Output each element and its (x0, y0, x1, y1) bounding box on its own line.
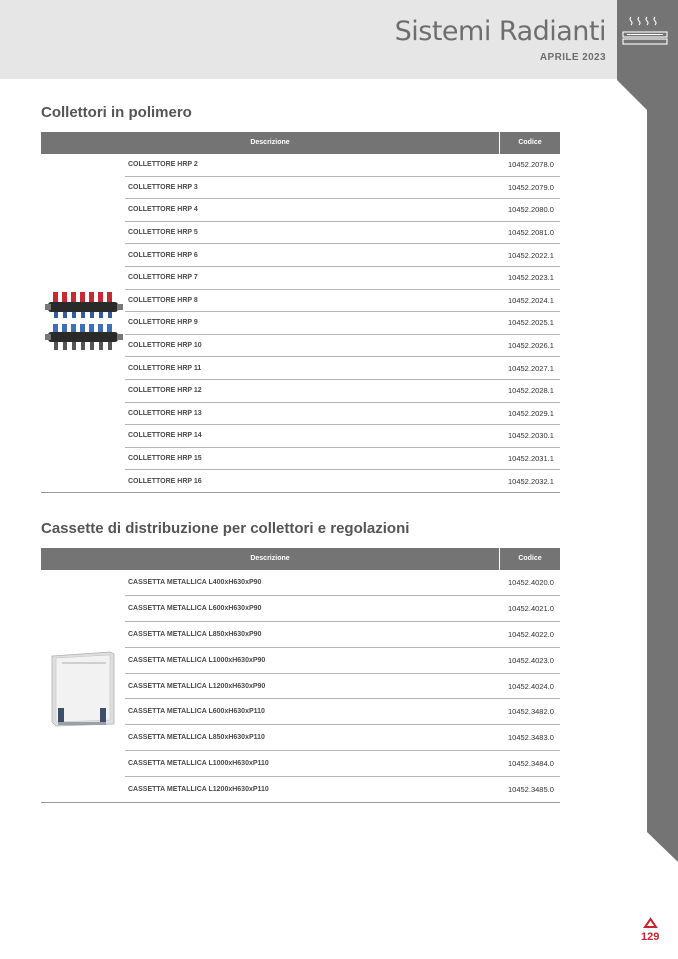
table-row (125, 199, 560, 222)
column-header-descrizione: Descrizione (250, 139, 290, 146)
row-description: COLLETTORE HRP 9 (128, 319, 198, 327)
row-description: CASSETTA METALLICA L850xH630xP90 (128, 630, 262, 638)
table-row (125, 177, 560, 200)
table-cassette (41, 548, 560, 803)
row-description: COLLETTORE HRP 14 (128, 432, 202, 440)
table-row (41, 470, 560, 493)
row-description: COLLETTORE HRP 5 (128, 229, 198, 237)
row-code: 10452.2024.1 (508, 295, 554, 305)
row-description: CASSETTA METALLICA L1000xH630xP90 (128, 656, 266, 664)
table-row (125, 244, 560, 267)
row-code: 10452.3483.0 (508, 733, 554, 743)
table-row (125, 596, 560, 622)
table-header (41, 548, 560, 570)
table-row (125, 154, 560, 177)
row-description: COLLETTORE HRP 6 (128, 251, 198, 259)
page-title: Sistemi Radianti (394, 16, 606, 47)
row-code: 10452.2031.1 (508, 454, 554, 464)
section-title-cassette: Cassette di distribuzione per collettori e regolazioni (41, 520, 410, 537)
page-date: APRILE 2023 (539, 52, 606, 63)
table-row (125, 674, 560, 700)
column-header-codice: Codice (518, 555, 542, 562)
row-description: COLLETTORE HRP 16 (128, 477, 202, 485)
row-description: CASSETTA METALLICA L1200xH630xP110 (128, 786, 269, 794)
table-row (125, 425, 560, 448)
row-code: 10452.2079.0 (508, 182, 554, 192)
row-code: 10452.4021.0 (508, 603, 554, 613)
metal-cabinet-image (48, 650, 116, 728)
table-row (41, 777, 560, 803)
row-code: 10452.2028.1 (508, 386, 554, 396)
table-row (125, 403, 560, 426)
column-header-descrizione: Descrizione (250, 555, 290, 562)
row-code: 10452.2032.1 (508, 476, 554, 486)
table-row (125, 570, 560, 596)
table-row (125, 267, 560, 290)
row-code: 10452.2025.1 (508, 318, 554, 328)
row-code: 10452.2030.1 (508, 431, 554, 441)
row-description: CASSETTA METALLICA L600xH630xP110 (128, 708, 265, 716)
row-code: 10452.2023.1 (508, 273, 554, 283)
table-row (125, 648, 560, 674)
brand-logo (640, 868, 664, 928)
svg-text:BIASI: BIASI (644, 879, 660, 918)
row-code: 10452.2022.1 (508, 250, 554, 260)
table-row (125, 725, 560, 751)
page-number: 129 (641, 931, 660, 943)
row-description: COLLETTORE HRP 3 (128, 183, 198, 191)
row-code: 10452.2027.1 (508, 363, 554, 373)
row-code: 10452.4020.0 (508, 577, 554, 587)
table-row (125, 312, 560, 335)
section-title-collettori: Collettori in polimero (41, 104, 192, 121)
row-code: 10452.2081.0 (508, 228, 554, 238)
table-row (125, 335, 560, 358)
radiant-floor-heating-icon (621, 14, 669, 48)
row-description: COLLETTORE HRP 15 (128, 455, 202, 463)
row-code: 10452.3484.0 (508, 759, 554, 769)
table-row (125, 380, 560, 403)
table-row (125, 357, 560, 380)
table-row (125, 290, 560, 313)
table-row (125, 751, 560, 777)
row-code: 10452.2029.1 (508, 408, 554, 418)
row-description: CASSETTA METALLICA L400xH630xP90 (128, 578, 262, 586)
row-description: COLLETTORE HRP 11 (128, 364, 202, 372)
row-description: COLLETTORE HRP 12 (128, 387, 202, 395)
table-row (125, 222, 560, 245)
row-description: COLLETTORE HRP 10 (128, 342, 202, 350)
table-header (41, 132, 560, 154)
row-description: COLLETTORE HRP 2 (128, 161, 198, 169)
polymer-manifold-image (45, 288, 123, 356)
row-code: 10452.3482.0 (508, 707, 554, 717)
row-code: 10452.2080.0 (508, 205, 554, 215)
table-row (125, 699, 560, 725)
row-description: CASSETTA METALLICA L1000xH630xP110 (128, 760, 269, 768)
row-code: 10452.4022.0 (508, 629, 554, 639)
column-header-codice: Codice (518, 139, 542, 146)
row-description: COLLETTORE HRP 4 (128, 206, 198, 214)
row-code: 10452.3485.0 (508, 785, 554, 795)
row-description: CASSETTA METALLICA L1200xH630xP90 (128, 682, 266, 690)
row-code: 10452.2026.1 (508, 341, 554, 351)
table-body (41, 570, 560, 803)
table-row (125, 622, 560, 648)
table-row (125, 448, 560, 471)
row-code: 10452.4023.0 (508, 655, 554, 665)
row-description: COLLETTORE HRP 8 (128, 296, 198, 304)
row-description: COLLETTORE HRP 7 (128, 274, 198, 282)
row-description: CASSETTA METALLICA L600xH630xP90 (128, 604, 262, 612)
row-code: 10452.4024.0 (508, 681, 554, 691)
row-description: CASSETTA METALLICA L850xH630xP110 (128, 734, 265, 742)
row-code: 10452.2078.0 (508, 160, 554, 170)
row-description: COLLETTORE HRP 13 (128, 409, 202, 417)
